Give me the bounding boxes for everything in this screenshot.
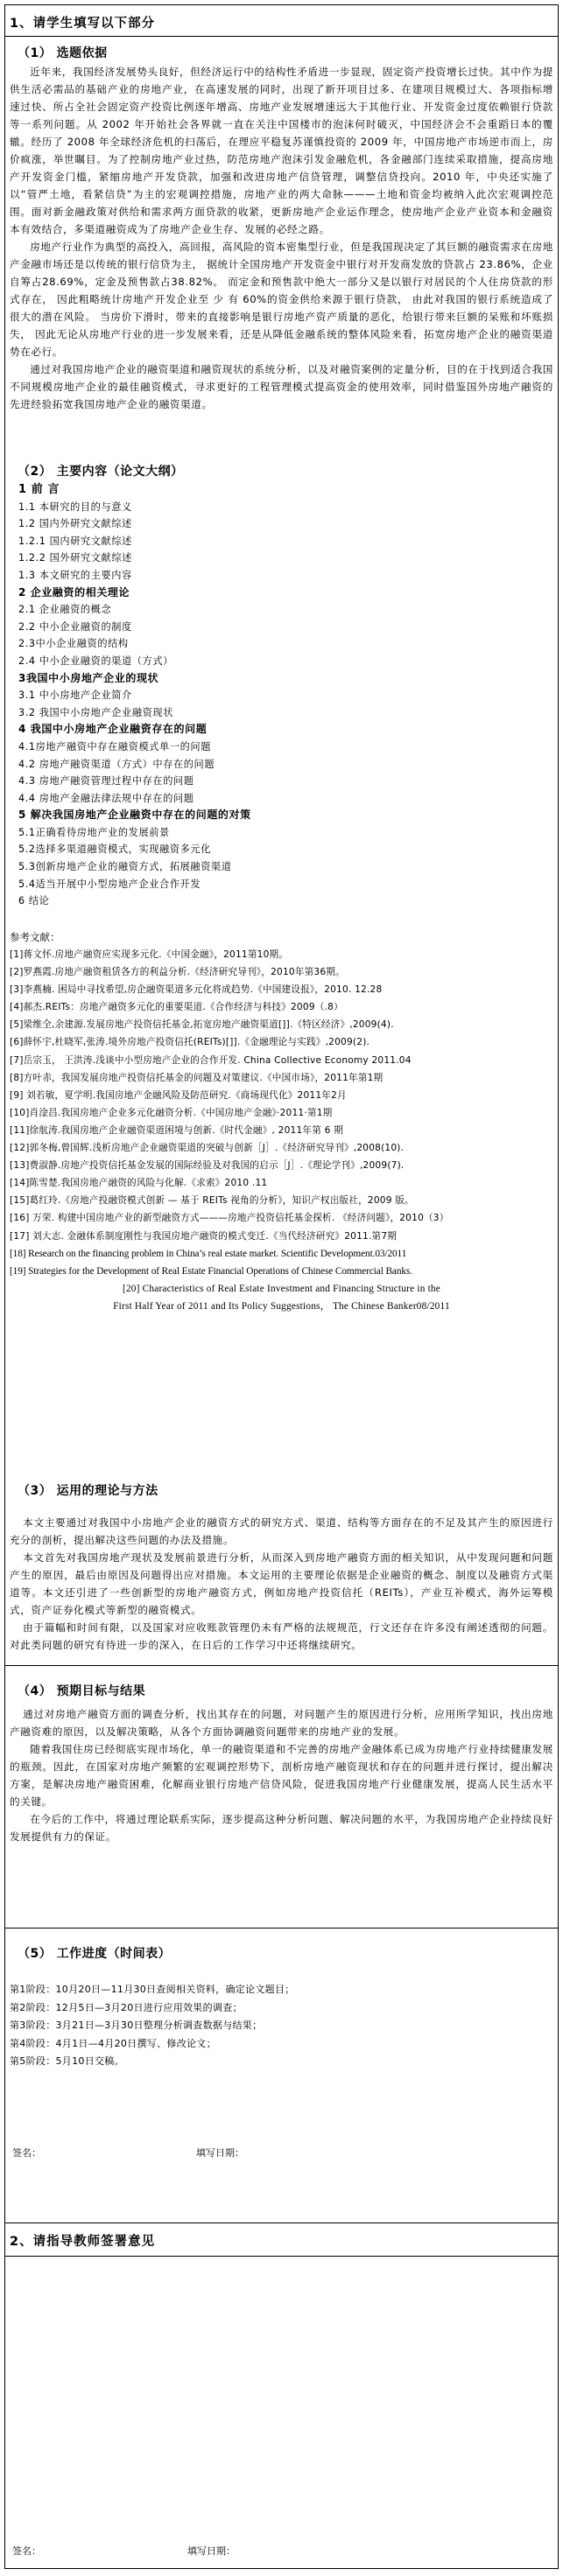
thesis-outline	[5, 481, 558, 910]
outline-item: 2.2 中小企业融资的制度	[18, 620, 132, 633]
outline-item: 4.1房地产融资中存在融资模式单一的问题	[18, 740, 211, 752]
outline-item: 4 我国中小房地产企业融资存在的问题	[18, 723, 208, 736]
outline-item: 1.3 本文研究的主要内容	[18, 569, 132, 581]
outline-item: 6 结论	[18, 895, 50, 907]
outline-item: 4.3 房地产融资管理过程中存在的问题	[18, 775, 194, 788]
outline-item: 3.2 我国中小房地产企业融资现状	[18, 706, 173, 718]
section5-title: （5） 工作进度（时间表）	[18, 1947, 172, 1961]
section1-paragraph: 近年来，我国经济发展势头良好，但经济运行中的结构性矛盾进一步显现，固定资产投资增长过快。其中作为提供生活必需品的基础产业的房地产业，在高速发展的同时，出现了新开项目过多、在建项目规模过大、各项指标增速过快、所占全社会固定资产投资比例逐年增高、房地产业发展增速远大于其他行业、开发资金过度依赖银行贷款等一系列问题。从 2002 年开始社会各界就一直在关注中国楼市的泡沫何时破灭，中国经济会不会重蹈日本的覆辙。经历了 2008 年全球经济危机的扫荡后，在理应平稳复苏谨慎投资的 2009 年，中国房地产市场逆市而上，房价疯涨，举世瞩目。为了控制房地产业过热，防范房地产泡沫引发金融危机，各金融部门连续采取措施，提高房地产开发资金门槛，紧缩房地产开发贷款，加强和改进房地产信贷管理，调整信贷投向。2010 年，中央还实施了以“管严土地，看紧信贷”为主的宏观调控措施，房地产业的两大命脉———土地和资金均被纳入此次宏观调控范围。面对新金融政策对供给和需求两方面贷款的收紧，更新房地产企业运作理念，使房地产企业产业资本和金融资本有效结合，多渠道融资成为了房地产企业生存、发展的必经之路。	[10, 66, 554, 235]
proposal-form-table	[4, 4, 559, 2569]
date-label: 填写日期：	[187, 2545, 236, 2557]
schedule-stage: 第4阶段：4月1日—4月20日撰写、修改论文；	[10, 2037, 216, 2049]
section1-title: （1） 选题依据	[18, 46, 108, 60]
outline-item: 2.4 中小企业融资的渠道（方式）	[18, 654, 173, 667]
reference-item: [16] 万荣. 构建中国房地产业的新型融资方式———房地产投资信托基金探析. 《经济问题》，2010（3）	[10, 1213, 449, 1224]
outline-item: 5.1正确看待房地产业的发展前景	[18, 826, 170, 838]
reference-item: [15]葛红玲.《房地产投融资模式创新 — 基于 REITs 视角的分析》，知识产权出版社，2009 版。	[10, 1195, 414, 1207]
schedule-list	[5, 1981, 558, 2071]
schedule-stage: 第1阶段：10月20日—11月30日查阅相关资料，确定论文题目；	[10, 1984, 295, 1995]
reference-item: [19] Strategies for the Development of Real Estate Financial Operations of Chinese Commercial Banks.	[10, 1265, 412, 1277]
advisor-signature-line	[12, 2544, 236, 2558]
section1-paragraph: 房地产行业作为典型的高投入，高回报，高风险的资本密集型行业，但是我国现决定了其巨额的融资需求在房地产金融市场还是以传统的银行信贷为主， 据统计全国房地产开发资金中银行对开发商发放的贷款占 23.86%，企业自筹占28.69%，定金及预售款占38.82%。 而定金和预售款中绝大一部分又是以银行对居民的个人住房贷款的形式存在， 因此粗略统计房地产开发企业至 少 有 60%的资金供给来源于银行贷款， 由此对我国的银行系统造成了很大的潜在风险。 当房价下滑时，带来的直接影响是银行房地产资产质量的恶化，给银行带来巨额的呆账和坏账损失， 因此无论从房地产行业的进一步发展来看，还是从降低金融系统的整体风险来看，拓宽房地产企业的融资渠道势在必行。	[10, 241, 553, 358]
outline-item: 2 企业融资的相关理论	[18, 585, 130, 598]
outline-item: 5.3创新房地产企业的融资方式，拓展融资渠道	[18, 861, 232, 873]
outline-item: 1.1 本研究的目的与意义	[18, 500, 132, 513]
section3-paragraph: 本文首先对我国房地产现状及发展前景进行分析，从而深入到房地产融资方面的相关知识，从中发现问题和问题产生的原因，最后由原因及问题得出应对措施。本文运用的主要理论依据是企业融资的概念、制度以及融资方式渠道等。本文还引进了一些创新型的房地产融资方式，例如房地产投资信托（REITs），产业互补模式，海外运筹模式，资产证券化模式等新型的融资模式。	[10, 1551, 553, 1616]
reference-item: [6]薛怀宇,杜晓军,张涛.境外房地产投资信托(REITs)[]].《金融理论与实践》,2009(2).	[10, 1037, 370, 1048]
work-schedule-cell	[5, 1928, 558, 2223]
reference-item: [13]费淑静.房地产投资信托基金发展的国际经验及对我国的启示［J］.《理论学刊》,2009(7).	[10, 1160, 405, 1172]
reference-item: [8]方叶赤，我国发展房地产投资信托基金的问题及对策建议.《中国市场》，2011年第1期	[10, 1072, 384, 1083]
section3-paragraph: 由于篇幅和时间有限，以及国家对应收账款管理仍未有严格的法规规范，行文还存在许多没有阐述透彻的问题。对此类问题的研究有待进一步的深入，在日后的工作学习中还将继续研究。	[10, 1621, 553, 1651]
outline-item: 1.2 国内外研究文献综述	[18, 518, 132, 530]
section4-title: （4） 预期目标与结果	[18, 1684, 146, 1698]
reference-item: [14]陈雪楚.我国房地产融资的风险与化解.《求索》2010 .11	[10, 1178, 268, 1189]
outline-item: 4.2 房地产融资渠道（方式）中存在的问题	[18, 758, 215, 770]
outline-item: 2.1 企业融资的概念	[18, 604, 112, 616]
student-signature-line	[12, 2146, 244, 2160]
outline-item: 5 解决我国房地产企业融资中存在的问题的对策	[18, 808, 251, 822]
signature-label: 签名：	[12, 2147, 41, 2159]
references-heading: 参考文献：	[10, 931, 60, 943]
section4-paragraph: 通过对房地产融资方面的调查分析，找出其存在的问题，对问题产生的原因进行分析，应用所学知识，找出房地产融资难的原因，以及解决策略，从各个方面协调融资问题带来的房地产业的发展。	[10, 1708, 553, 1738]
reference-item: [20] Characteristics of Real Estate Investment and Financing Structure in the	[123, 1283, 440, 1294]
references-list	[5, 928, 558, 1315]
reference-item: [5]梁维全,余建源.发展房地产投资信托基金,拓宽房地产融资渠道[]].《特区经济》,2009(4).	[10, 1019, 394, 1031]
signature-label: 签名：	[12, 2545, 41, 2557]
outline-item: 4.4 房地产金融法律法规中存在的问题	[18, 792, 194, 804]
reference-item: [18] Research on the financing problem in China’s real estate market. Scientific Development.03/2011	[10, 1248, 407, 1259]
reference-item: [2]罗燕霞.房地产融资租赁各方的利益分析.《经济研究导刊》，2010年第36期。	[10, 967, 345, 978]
student-content-cell	[5, 37, 558, 1666]
reference-item: [3]李燕楠. 困局中寻找希望,房企融资渠道多元化将成趋势.《中国建设报》，2010. 12.28	[10, 984, 383, 996]
part2-header: 2、请指导教师签署意见	[5, 2223, 558, 2257]
outline-item: 5.2选择多渠道融资模式，实现融资多元化	[18, 844, 211, 856]
section4-paragraph: 在今后的工作中，将通过理论联系实际，逐步提高这种分析问题、解决问题的水平，为我国房地产企业持续良好发展提供有力的保证。	[10, 1813, 553, 1843]
reference-item: [9] 刘若敏，夏学明.我国房地产金融风险及防范研究.《商场现代化》2011年2月	[10, 1089, 347, 1101]
outline-item: 2.3中小企业融资的结构	[18, 638, 129, 650]
reference-item: [1]蒋文怀.房地产融资应实现多元化.《中国金融》，2011第10期。	[10, 949, 289, 960]
outline-item: 5.4适当开展中小型房地产企业合作开发	[18, 878, 201, 890]
schedule-stage: 第3阶段：3月21日—3月30日整理分析调查数据与结果；	[10, 2020, 263, 2031]
advisor-opinion-cell	[5, 2257, 558, 2568]
date-label: 填写日期：	[196, 2147, 244, 2159]
section4-paragraph: 随着我国住房已经彻底实现市场化，单一的融资渠道和不完善的房地产金融体系已成为房地产行业持续健康发展的瓶颈。因此，在国家对房地产频繁的宏观调控形势下，剖析房地产融资现状和存在的问题并进行探讨，提出解决方案，是解决房地产融资困难，化解商业银行房地产信贷风险，促进我国房地产行业健康发展，提高人民生活水平的关键。	[10, 1743, 553, 1808]
reference-item: First Half Year of 2011 and Its Policy Suggestions， The Chinese Banker08/2011	[113, 1300, 450, 1312]
reference-item: [11]徐航涛.我国房地产企业融资渠道困境与创新.《时代金融》, 2011年第 6 期	[10, 1124, 343, 1136]
reference-item: [12]郭冬梅,曾国辉.浅析房地产企业融资渠道的突破与创新［J］.《经济研究导刊》,2008(10).	[10, 1143, 405, 1154]
outline-item: 1.2.1 国内研究文献综述	[18, 535, 132, 547]
section1-paragraph: 通过对我国房地产企业的融资渠道和融资现状的系统分析，以及对融资案例的定量分析，目的在于找到适合我国不同规模房地产企业的最佳融资模式，寻求更好的工程管理模式提高资金的使用效率，同时借鉴国外房地产融资的先进经验拓宽我国房地产企业的融资渠道。	[10, 363, 553, 410]
reference-item: [7]岳宗玉， 王洪涛.浅谈中小型房地产企业的合作开发. China Collective Economy 2011.04	[10, 1054, 412, 1066]
outline-item: 1.2.2 国外研究文献综述	[18, 552, 132, 564]
reference-item: [17] 刘大志. 金融体系制度刚性与我国房地产融资的模式变迁.《当代经济研究》2011.第7期	[10, 1230, 398, 1242]
schedule-stage: 第2阶段：12月5日—3月20日进行应用效果的调查；	[10, 2001, 243, 2013]
outline-item: 3我国中小房地产企业的现状	[18, 671, 159, 684]
part1-header: 1、请学生填写以下部分	[5, 5, 558, 37]
section3-title: （3） 运用的理论与方法	[18, 1484, 158, 1498]
section3-paragraph: 本文主要通过对我国中小房地产企业的融资方式的研究方式、渠道、结构等方面存在的不足及其产生的原因进行充分的剖析，提出解决这些问题的办法及措施。	[10, 1516, 553, 1546]
reference-item: [4]郝杰.REITs：房地产融资多元化的重要渠道.《合作经济与科技》2009（.8）	[10, 1002, 343, 1013]
section2-title: （2） 主要内容（论文大纲）	[18, 465, 184, 479]
reference-item: [10]肖淦昌.我国房地产企业多元化融资分析.《中国房地产金融》·2011·第1期	[10, 1107, 333, 1118]
expected-results-cell	[5, 1666, 558, 1928]
outline-item: 1 前 言	[18, 483, 60, 496]
outline-item: 3.1 中小房地产企业简介	[18, 690, 132, 702]
schedule-stage: 第5阶段：5月10日交稿。	[10, 2055, 124, 2067]
